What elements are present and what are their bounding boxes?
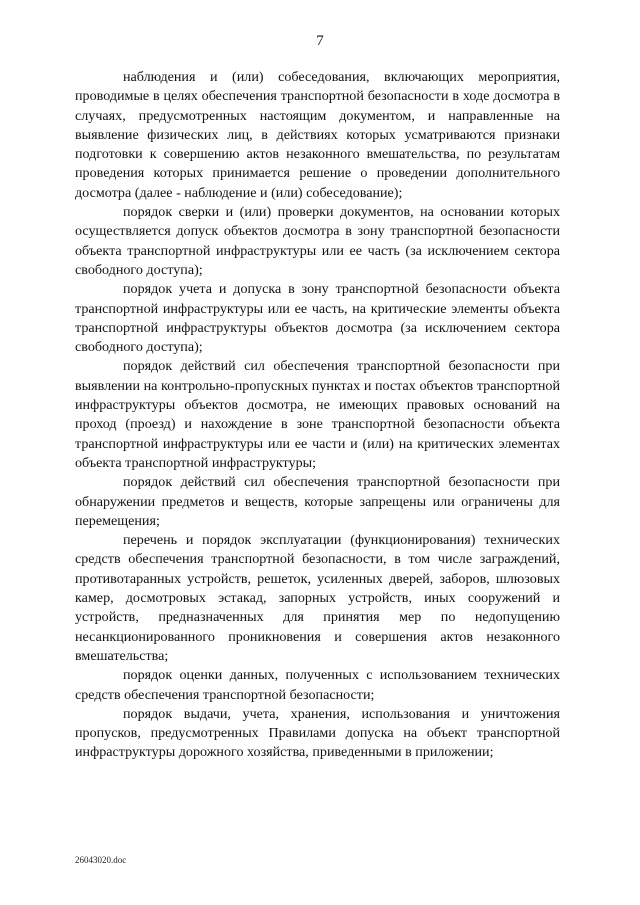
paragraph-2: порядок сверки и (или) проверки документов, на основании которых осуществляется допуск объектов досмотра в зону транспортной безопасности объекта транспортной инфраструктуры или ее часть (за исключением сектора свободного доступа); [75, 204, 560, 278]
paragraph-3: порядок учета и допуска в зону транспортной безопасности объекта транспортной инфраструктуры или ее часть, на критические элементы объекта транспортной инфраструктуры объектов досмотра (за исключением сектора свободного доступа); [75, 281, 560, 356]
paragraph-8: порядок выдачи, учета, хранения, использования и уничтожения пропусков, предусмотренных Правилами допуска на объект транспортной инфраструктуры дорожного хозяйства, приведенными в приложении; [75, 705, 560, 761]
paragraph-7: порядок оценки данных, полученных с использованием технических средств обеспечения транспортной безопасности; [75, 667, 560, 703]
page-number: 7 [316, 33, 324, 49]
paragraph-5: порядок действий сил обеспечения транспортной безопасности при обнаружении предметов и веществ, которые запрещены или ограничены для перемещения; [75, 474, 560, 529]
paragraph-4: порядок действий сил обеспечения транспортной безопасности при выявлении на контрольно-пропускных пунктах и постах объектов транспортной инфраструктуры объектов досмотра, не имеющих правовых оснований на проход (проезд) и нахождение в зоне транспортной безопасности объекта транспортной инфраструктуры или ее части и (или) на критических элементах объекта транспортной инфраструктуры; [75, 358, 560, 471]
document-body [75, 68, 560, 763]
paragraph-6: перечень и порядок эксплуатации (функционирования) технических средств обеспечения транспортной безопасности, в том числе заграждений, противотаранных устройств, решеток, усиленных дверей, заборов, шлюзовых камер, досмотровых эстакад, запорных устройств, иных сооружений и устройств, предназначенных для принятия мер по недопущению несанкционированного проникновения и совершения актов незаконного вмешательства; [75, 532, 560, 664]
document-filename: 26043020.doc [75, 855, 127, 865]
paragraph-1: наблюдения и (или) собеседования, включающих мероприятия, проводимые в целях обеспечения транспортной безопасности в ходе досмотра в случаях, предусмотренных настоящим документом, и направленные на выявление физических лиц, в действиях которых усматриваются признаки подготовки к совершению актов незаконного вмешательства, по результатам проведения которых принимается решение о проведении дополнительного досмотра (далее - наблюдение и (или) собеседование); [75, 69, 560, 201]
